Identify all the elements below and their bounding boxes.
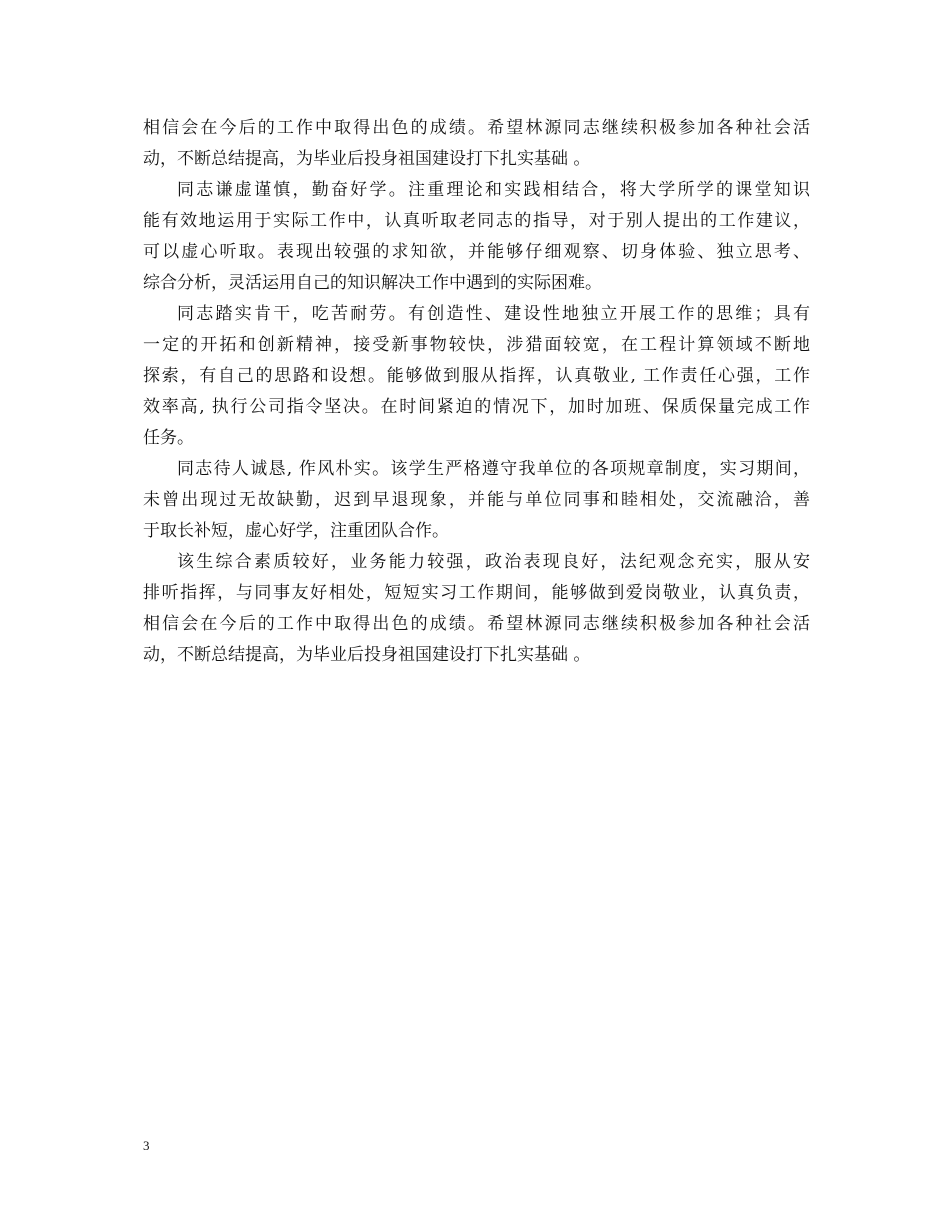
text-line: 同志待人诚恳, 作风朴实。该学生严格遵守我单位的各项规章制度，实习期间， xyxy=(177,459,810,479)
body-text xyxy=(143,113,810,671)
text-line: 综合分析，灵活运用自己的知识解决工作中遇到的实际困难。 xyxy=(143,273,602,293)
text-line: 任务。 xyxy=(143,428,194,448)
text-line: 相信会在今后的工作中取得出色的成绩。希望林源同志继续积极参加各种社会活 xyxy=(143,614,810,634)
text-line: 同志踏实肯干，吃苦耐劳。有创造性、建设性地独立开展工作的思维；具有 xyxy=(177,304,810,324)
text-line: 相信会在今后的工作中取得出色的成绩。希望林源同志继续积极参加各种社会活 xyxy=(143,118,810,138)
page-number: 3 xyxy=(143,1138,150,1153)
text-line: 排听指挥，与同事友好相处，短短实习工作期间，能够做到爱岗敬业，认真负责， xyxy=(143,583,810,603)
text-line: 该生综合素质较好，业务能力较强，政治表现良好，法纪观念充实，服从安 xyxy=(177,552,810,572)
text-line: 效率高, 执行公司指令坚决。在时间紧迫的情况下，加时加班、保质保量完成工作 xyxy=(143,397,810,417)
text-line: 能有效地运用于实际工作中，认真听取老同志的指导，对于别人提出的工作建议， xyxy=(143,211,810,231)
text-line: 未曾出现过无故缺勤，迟到早退现象，并能与单位同事和睦相处，交流融洽，善 xyxy=(143,490,810,510)
text-line: 于取长补短，虚心好学，注重团队合作。 xyxy=(143,521,449,541)
paragraph xyxy=(143,113,810,175)
text-line: 一定的开拓和创新精神，接受新事物较快，涉猎面较宽，在工程计算领域不断地 xyxy=(143,335,810,355)
paragraph xyxy=(143,547,810,671)
paragraph xyxy=(143,454,810,547)
text-line: 动，不断总结提高，为毕业后投身祖国建设打下扎实基础 。 xyxy=(143,645,591,665)
text-line: 可以虚心听取。表现出较强的求知欲，并能够仔细观察、切身体验、独立思考、 xyxy=(143,242,810,262)
paragraph xyxy=(143,175,810,299)
text-line: 动，不断总结提高，为毕业后投身祖国建设打下扎实基础 。 xyxy=(143,149,591,169)
paragraph xyxy=(143,299,810,454)
text-line: 探索，有自己的思路和设想。能够做到服从指挥，认真敬业, 工作责任心强，工作 xyxy=(143,366,810,386)
text-line: 同志谦虚谨慎，勤奋好学。注重理论和实践相结合，将大学所学的课堂知识 xyxy=(177,180,810,200)
